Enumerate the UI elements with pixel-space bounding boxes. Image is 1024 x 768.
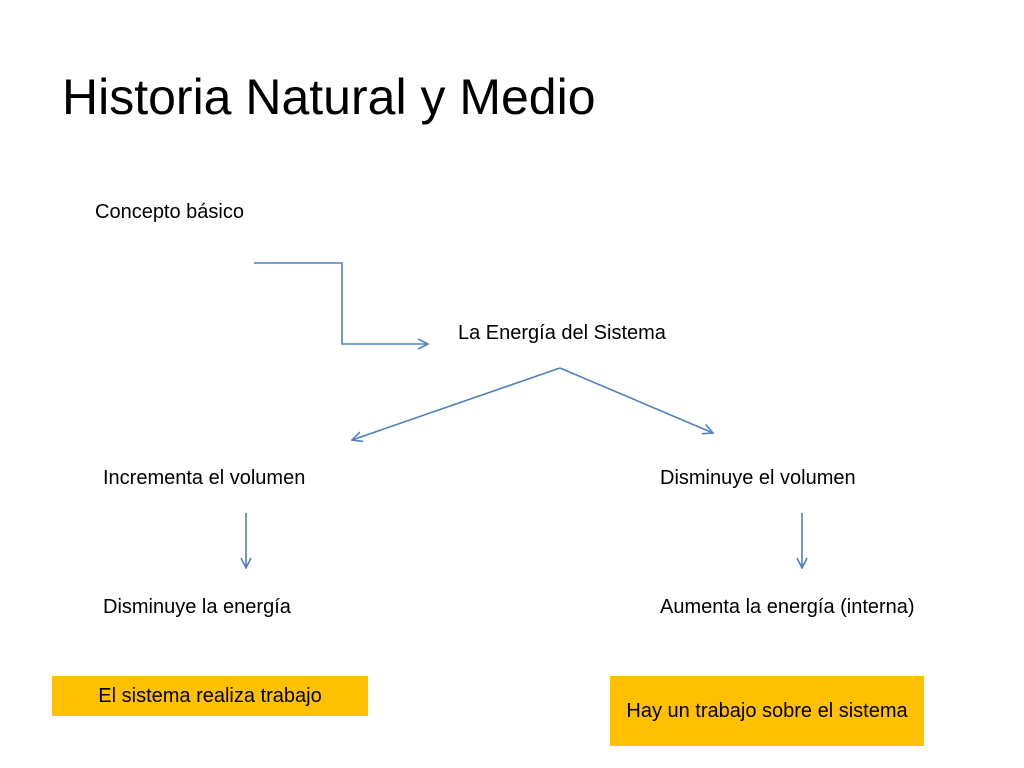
system-energy-label: La Energía del Sistema bbox=[458, 322, 666, 344]
result-text-system-does-work: El sistema realiza trabajo bbox=[98, 685, 322, 707]
decrease-volume-label: Disminuye el volumen bbox=[660, 467, 856, 489]
decrease-energy-label: Disminuye la energía bbox=[103, 596, 291, 618]
concept-basic-label: Concepto básico bbox=[95, 201, 244, 223]
slide-title: Historia Natural y Medio bbox=[62, 69, 596, 125]
connector-energy-to-decrease-volume bbox=[560, 368, 713, 433]
increase-energy-label: Aumenta la energía (interna) bbox=[660, 596, 915, 618]
connector-concept-to-energy bbox=[254, 263, 428, 344]
increase-volume-label: Incrementa el volumen bbox=[103, 467, 306, 489]
result-box-work-on-system bbox=[610, 676, 924, 746]
connector-energy-to-increase-volume bbox=[352, 368, 560, 440]
result-text-work-on-system: Hay un trabajo sobre el sistema bbox=[626, 700, 908, 722]
result-box-system-does-work bbox=[52, 676, 368, 716]
